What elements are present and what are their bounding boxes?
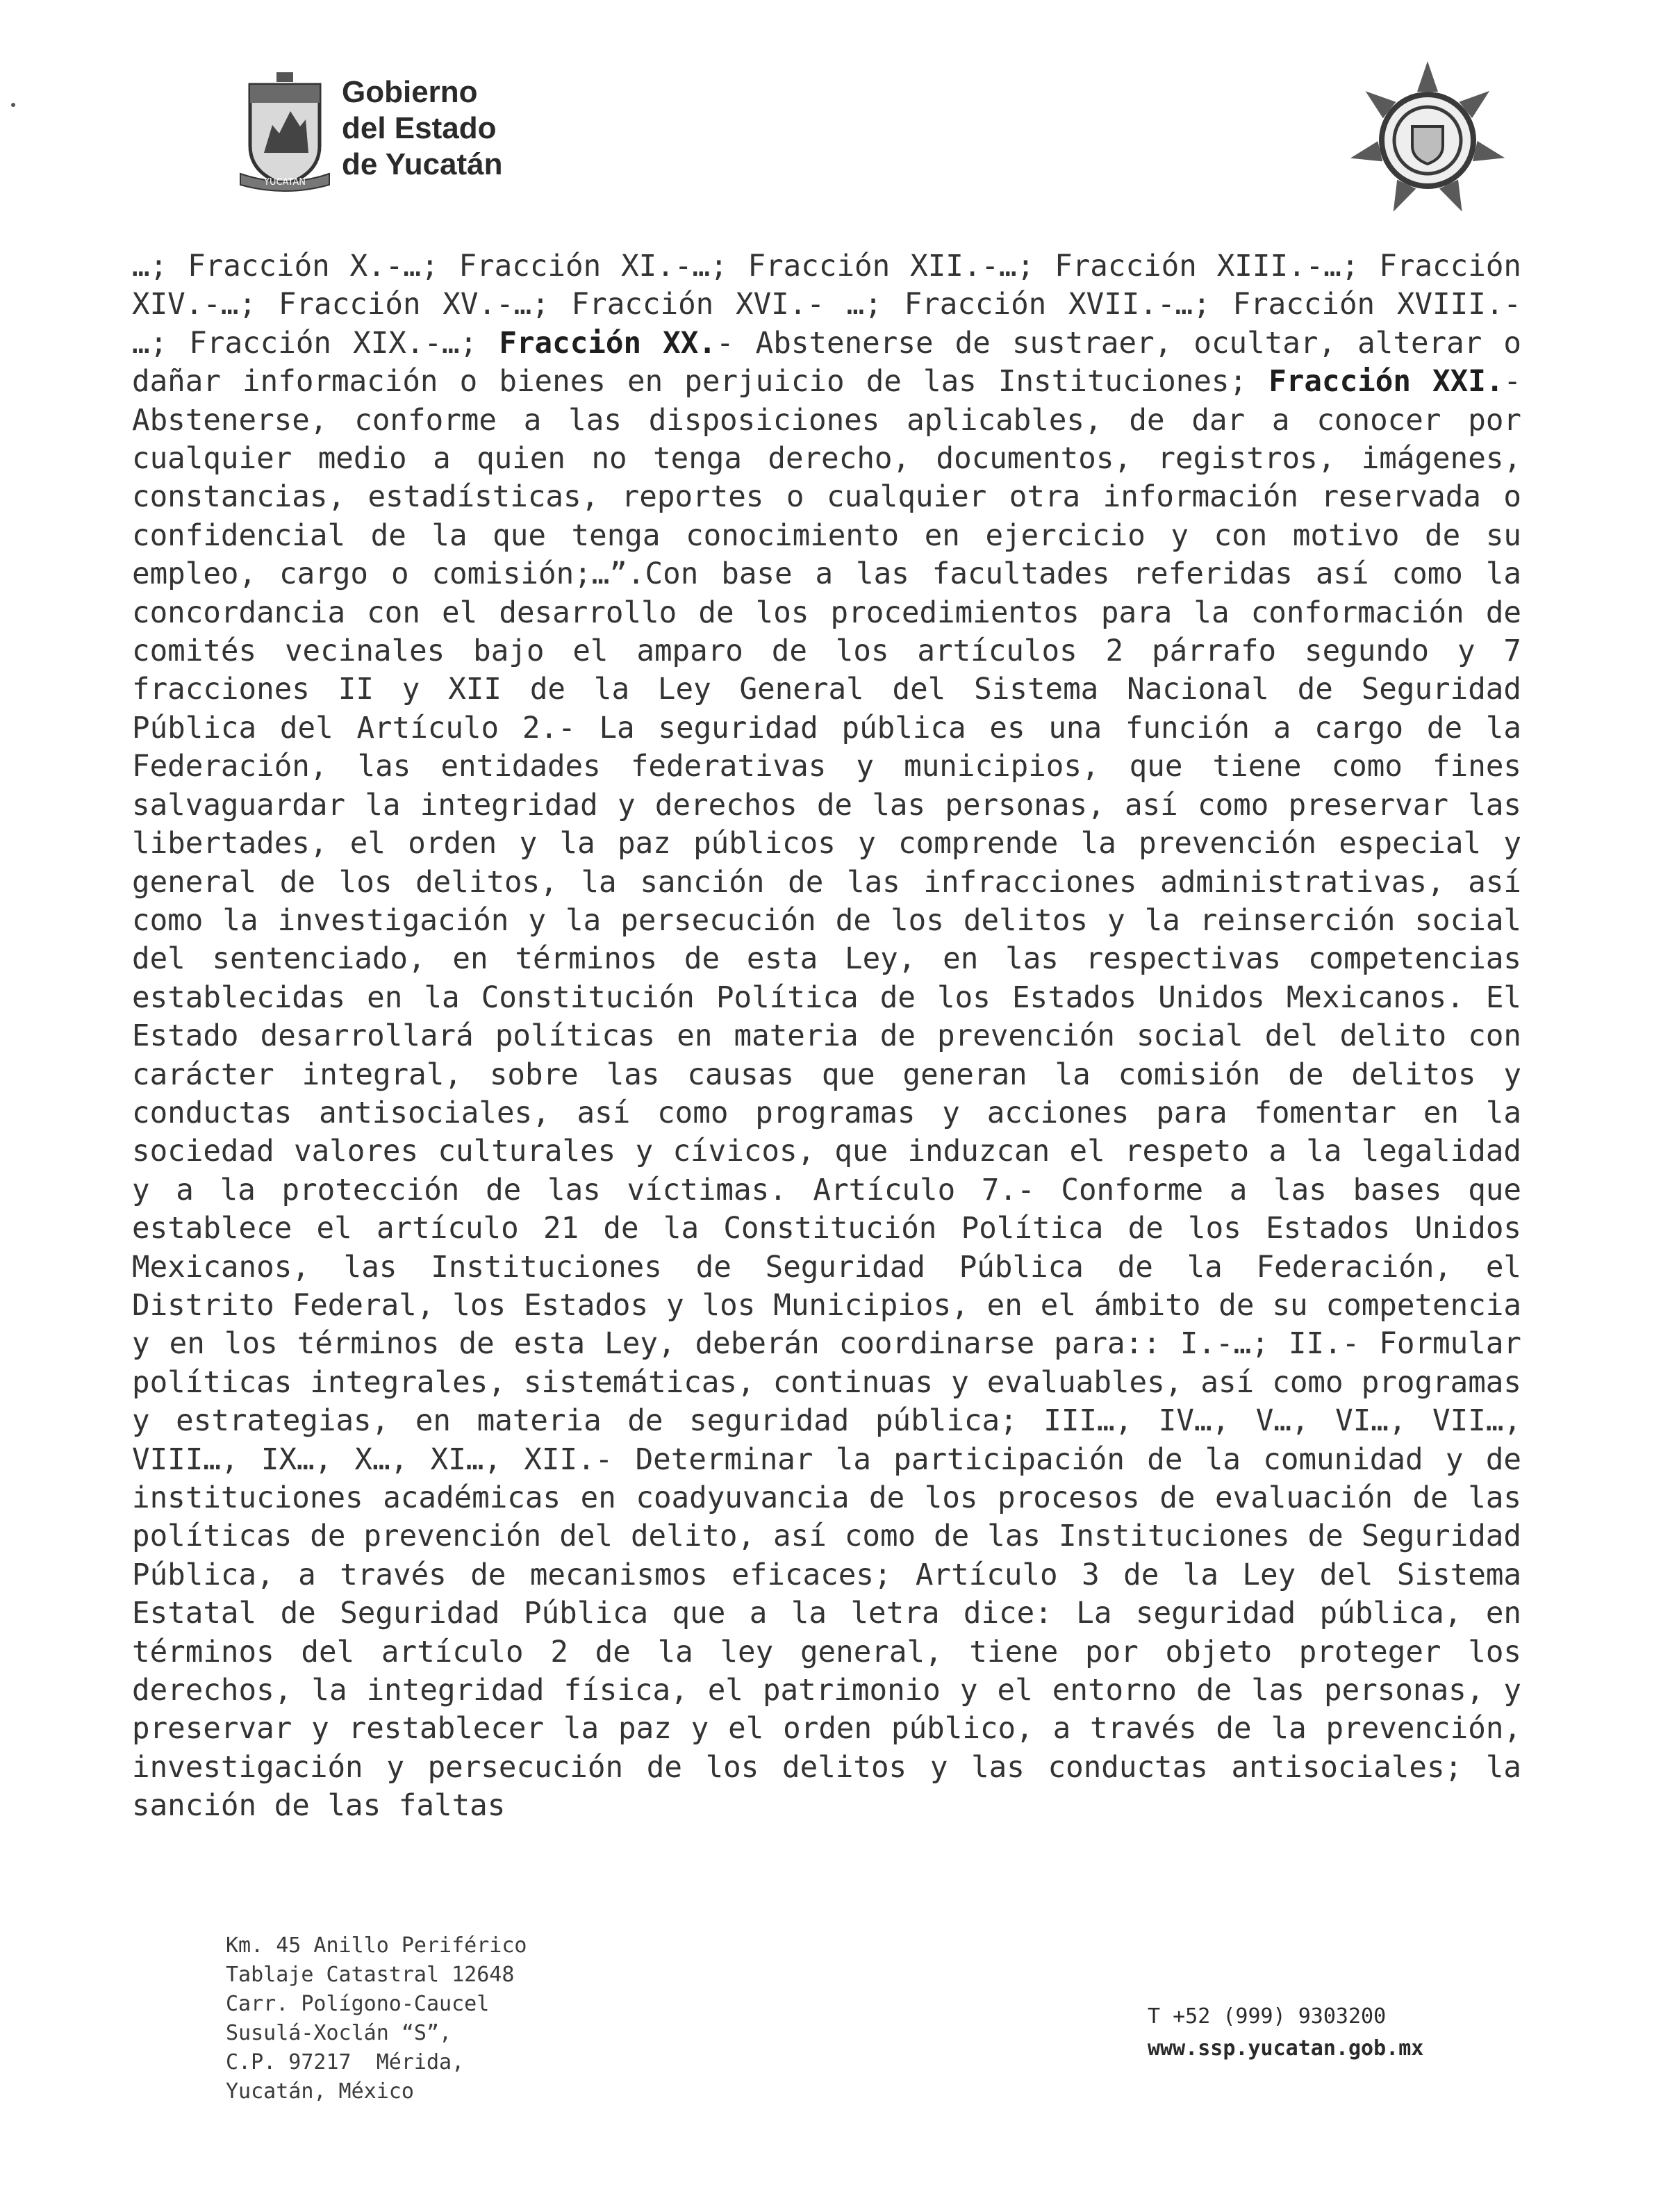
document-body [132,247,1521,1826]
bold-fraction-xxi: Fracción XXI. [1268,365,1504,399]
website-link[interactable]: www.ssp.yucatan.gob.mx [1148,2036,1424,2061]
government-logo [236,69,503,192]
address-line: Yucatán, México [226,2079,414,2104]
body-paragraph [132,247,1521,1826]
address-line: C.P. 97217 Mérida, [226,2050,465,2074]
phone-number: T +52 (999) 9303200 [1148,2004,1387,2029]
body-text-part-1: …; Fracción X.-…; Fracción XI.-…; Fracción XII.-…; Fracción XIII.-…; Fracción XIV.-…; Fracción XV.-…; Fracción XVI.- …; Fracción XVII.-…; Fracción XVIII.- …; Fracción XIX.-…; [132,249,1521,361]
address-line: Carr. Polígono-Caucel [226,1992,490,2016]
police-star-badge-icon [1344,57,1511,224]
scan-speck [11,103,15,107]
address-line: Susulá-Xoclán “S”, [226,2021,452,2045]
bold-fraction-xx: Fracción XX. [499,326,716,361]
government-line-1: Gobierno [342,75,478,109]
body-text-part-2: - Abstenerse de sustraer, ocultar, alterar o dañar información o bienes en perjuicio de las Instituciones; [132,326,1522,399]
svg-text:YUCATAN: YUCATAN [264,177,306,188]
government-line-2: del Estado [342,111,497,145]
footer-address [226,1931,527,2106]
government-line-3: de Yucatán [342,147,503,181]
footer-contact [1148,2001,1423,2065]
address-line: Km. 45 Anillo Periférico [226,1933,527,1958]
body-text-part-3: - Abstenerse, conforme a las disposiciones aplicables, de dar a conocer por cualquier medio a quien no tenga derecho, documentos, registros, imágenes, constancias, estadísticas, reportes o cualquier otra información reservada o confidencial de la que tenga conocimiento en ejercicio y con motivo de su empleo, cargo o comisión;…”.Con base a las facultades referidas así como la concordancia con el desarrollo de los procedimientos para la conformación de comités vecinales bajo el amparo de los artículos 2 párrafo segundo y 7 fracciones II y XII de la Ley General del Sistema Nacional de Seguridad Pública del Artículo 2.- La seguridad pública es una función a cargo de la Federación, las entidades federativas y municipios, que tiene como fines salvaguardar la integridad y derechos de las personas, así como preservar las libertades, el orden y la paz públicos y comprende la prevención especial y general de los delitos, la sanción de las infracciones administrativas, así como la investigación y la persecución de los delitos y la reinserción social del sentenciado, en términos de esta Ley, en las respectivas competencias establecidas en la Constitución Política de los Estados Unidos Mexicanos. El Estado desarrollará políticas en materia de prevención social del delito con carácter integral, sobre las causas que generan la comisión de delitos y conductas antisociales, así como programas y acciones para fomentar en la sociedad valores culturales y cívicos, que induzcan el respeto a la legalidad y a la protección de las víctimas. Artículo 7.- Conforme a las bases que establece el artículo 21 de la Constitución Política de los Estados Unidos Mexicanos, las Instituciones de Seguridad Pública de la Federación, el Distrito Federal, los Estados y los Municipios, en el ámbito de su competencia y en los términos de esta Ley, deberán coordinarse para:: I.-…; II.- Formular políticas integrales, sistemáticas, continuas y evaluables, así como programas y estrategias, en materia de seguridad pública; III…, IV…, V…, VI…, VII…, VIII…, IX…, X…, XI…, XII.- Determinar la participación de la comunidad y de instituciones académicas en coadyuvancia de los procesos de evaluación de las políticas de prevención del delito, así como de las Instituciones de Seguridad Pública, a través de mecanismos eficaces; Artículo 3 de la Ley del Sistema Estatal de Seguridad Pública que a la letra dice: La seguridad pública, en términos del artículo 2 de la ley general, tiene por objeto proteger los derechos, la integridad física, el patrimonio y el entorno de las personas, y preservar y restablecer la paz y el orden público, a través de la prevención, investigación y persecución de los delitos y las conductas antisociales; la sanción de las faltas [132,365,1521,1824]
government-title [342,74,503,183]
yucatan-coat-of-arms-icon [236,69,333,192]
address-line: Tablaje Catastral 12648 [226,1963,515,1987]
